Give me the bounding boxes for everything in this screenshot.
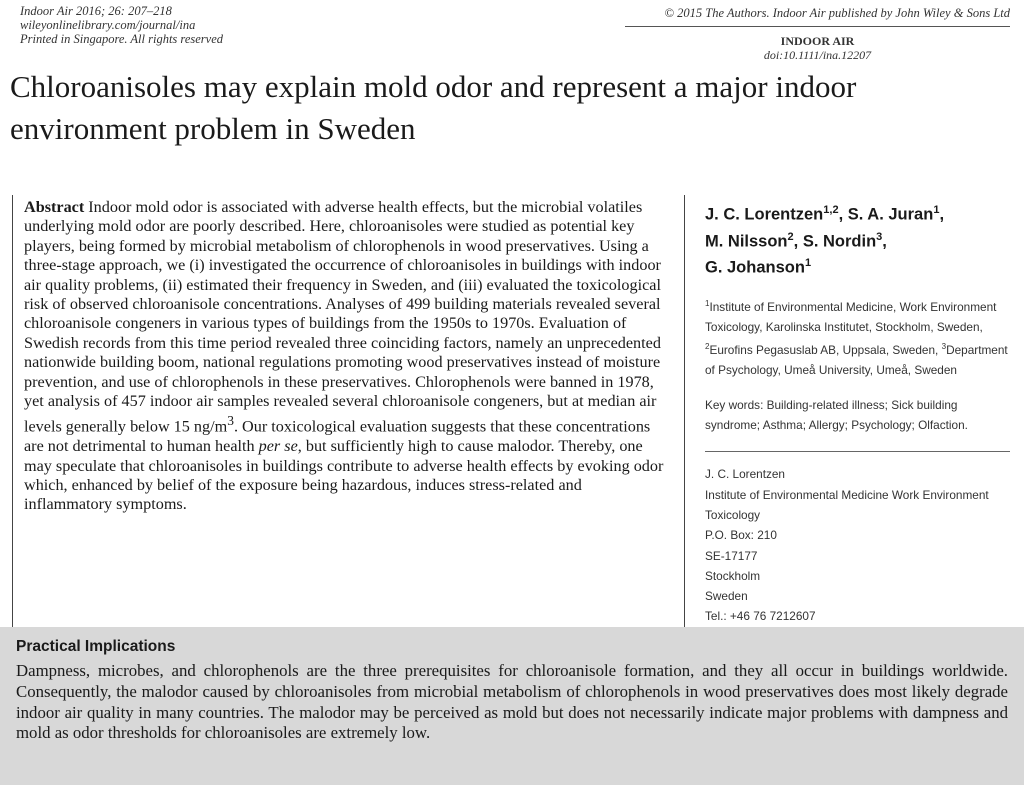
abstract-italic: per se <box>258 437 298 456</box>
abstract-body: Indoor mold odor is associated with adverse health effects, but the microbial volatiles underlying mold odor are poorly described. Here, chloroanisoles were studied as potential key players, being formed by microbial metabolism of chlorophenols in wood preservatives. Using a three-stage approach, we (i) investigated the occurrence of chloroanisoles in buildings with indoor air quality problems, (ii) estimated their frequency in Sweden, and (iii) evaluated the toxicological risk of observed chloroanisole concentrations. Analyses of 499 building materials revealed several chloroanisole congeners in various types of buildings from the 1950s to 1970s. Evaluation of Swedish records from this time period revealed three coinciding factors, namely an unprecedented nationwide building boom, national regulations promoting wood preservatives instead of moisture prevention, and use of chlorophenols in these preservatives. Chlorophenols were banned in 1978, yet analysis of 457 indoor air samples revealed several chloroanisole congeners, but at median air levels generally below 15 ng/m <box>24 198 661 436</box>
doi: doi:10.1111/ina.12207 <box>763 48 872 62</box>
affiliation-item: $^3$Department of Psychology, Umeå University, Umeå, Sweden <box>705 342 1008 378</box>
author-name: J. C. Lorentzen <box>705 205 824 224</box>
article-title: Chloroanisoles may explain mold odor and represent a major indoor environment problem in Sweden <box>10 69 857 146</box>
practical-implications-heading: Practical Implications <box>16 638 176 655</box>
journal-url: wileyonlinelibrary.com/journal/ina <box>20 18 196 32</box>
affiliation-item: $^1$Institute of Environmental Medicine, Work Environment Toxicology, Karolinska Institutet, Stockholm, Sweden, <box>705 299 997 335</box>
abstract-section <box>12 195 672 627</box>
header-rule <box>625 26 1010 27</box>
correspondence-address <box>705 464 1010 626</box>
author-affil-sup: 1,2 <box>823 204 839 216</box>
citation-block <box>20 4 223 46</box>
author-affil-sup: 3 <box>876 230 883 243</box>
abstract-body: . Our toxicological evaluation suggests that these concentrations are not detrimental to human health <box>24 417 651 456</box>
author-name: S. Nordin <box>802 232 877 250</box>
practical-implications-box <box>0 627 1024 785</box>
keywords: Key words: Building-related illness; Sick building syndrome; Asthma; Allergy; Psychology; Olfaction. <box>705 398 968 433</box>
sidebar-divider <box>705 451 1010 452</box>
contact-country: Sweden <box>705 589 748 604</box>
contact-name: J. C. Lorentzen <box>705 467 785 482</box>
citation-line: Indoor Air 2016; 26: 207–218 <box>20 4 172 18</box>
author-affil-sup: 1 <box>933 204 940 216</box>
affiliations <box>705 295 1010 381</box>
contact-box: P.O. Box: 210 <box>705 528 777 543</box>
contact-phone: Tel.: +46 76 7212607 <box>705 609 816 624</box>
author-affil-sup: 1 <box>804 257 812 269</box>
contact-city: Stockholm <box>705 568 761 583</box>
abstract-body: , but sufficiently high to cause malodor. Thereby, one may speculate that chloroanisoles in buildings contribute to adverse health effects by evoking odor which, enhanced by belief of the exposure being hazardous, induces stress-related and inflammatory symptoms. <box>24 437 664 514</box>
contact-postcode: SE-17177 <box>705 548 758 563</box>
practical-implications-text: Dampness, microbes, and chlorophenols are the three prerequisites for chloroanisole formation, and they all occur in buildings worldwide. Consequently, the malodor caused by chloroanisoles from microbial metabolism of chlorophenols in wood preservatives does most likely degrade indoor air quality in many countries. The malodor may be perceived as mold but does not necessarily indicate major problems with dampness and mold as odor thresholds for chloroanisoles are extremely low. <box>16 661 1008 743</box>
abstract-label: Abstract <box>24 198 85 216</box>
author-name: G. Johanson <box>705 258 805 277</box>
author-list: J. C. Lorentzen$^{1,2}$, S. A. Juran$^1$, M. Nilsson$^2$, S. Nordin$^3$, G. Johanson$^1$ <box>705 204 945 277</box>
author-affil-sup: 2 <box>787 230 794 243</box>
contact-institute: Institute of Environmental Medicine Work Environment <box>705 487 989 502</box>
abstract-text <box>24 198 672 515</box>
contact-institute: Toxicology <box>705 507 761 522</box>
author-sidebar <box>684 195 1010 627</box>
affiliation-item: $^2$Eurofins Pegasuslab AB, Uppsala, Sweden, <box>705 342 939 358</box>
print-notice: Printed in Singapore. All rights reserved <box>20 32 223 46</box>
journal-name: INDOOR AIR <box>780 34 855 48</box>
copyright-notice: © 2015 The Authors. Indoor Air published by John Wiley & Sons Ltd <box>664 6 1010 20</box>
unit-superscript: 3 <box>227 413 234 429</box>
author-name: M. Nilsson <box>705 232 788 250</box>
author-name: S. A. Juran <box>847 205 934 224</box>
